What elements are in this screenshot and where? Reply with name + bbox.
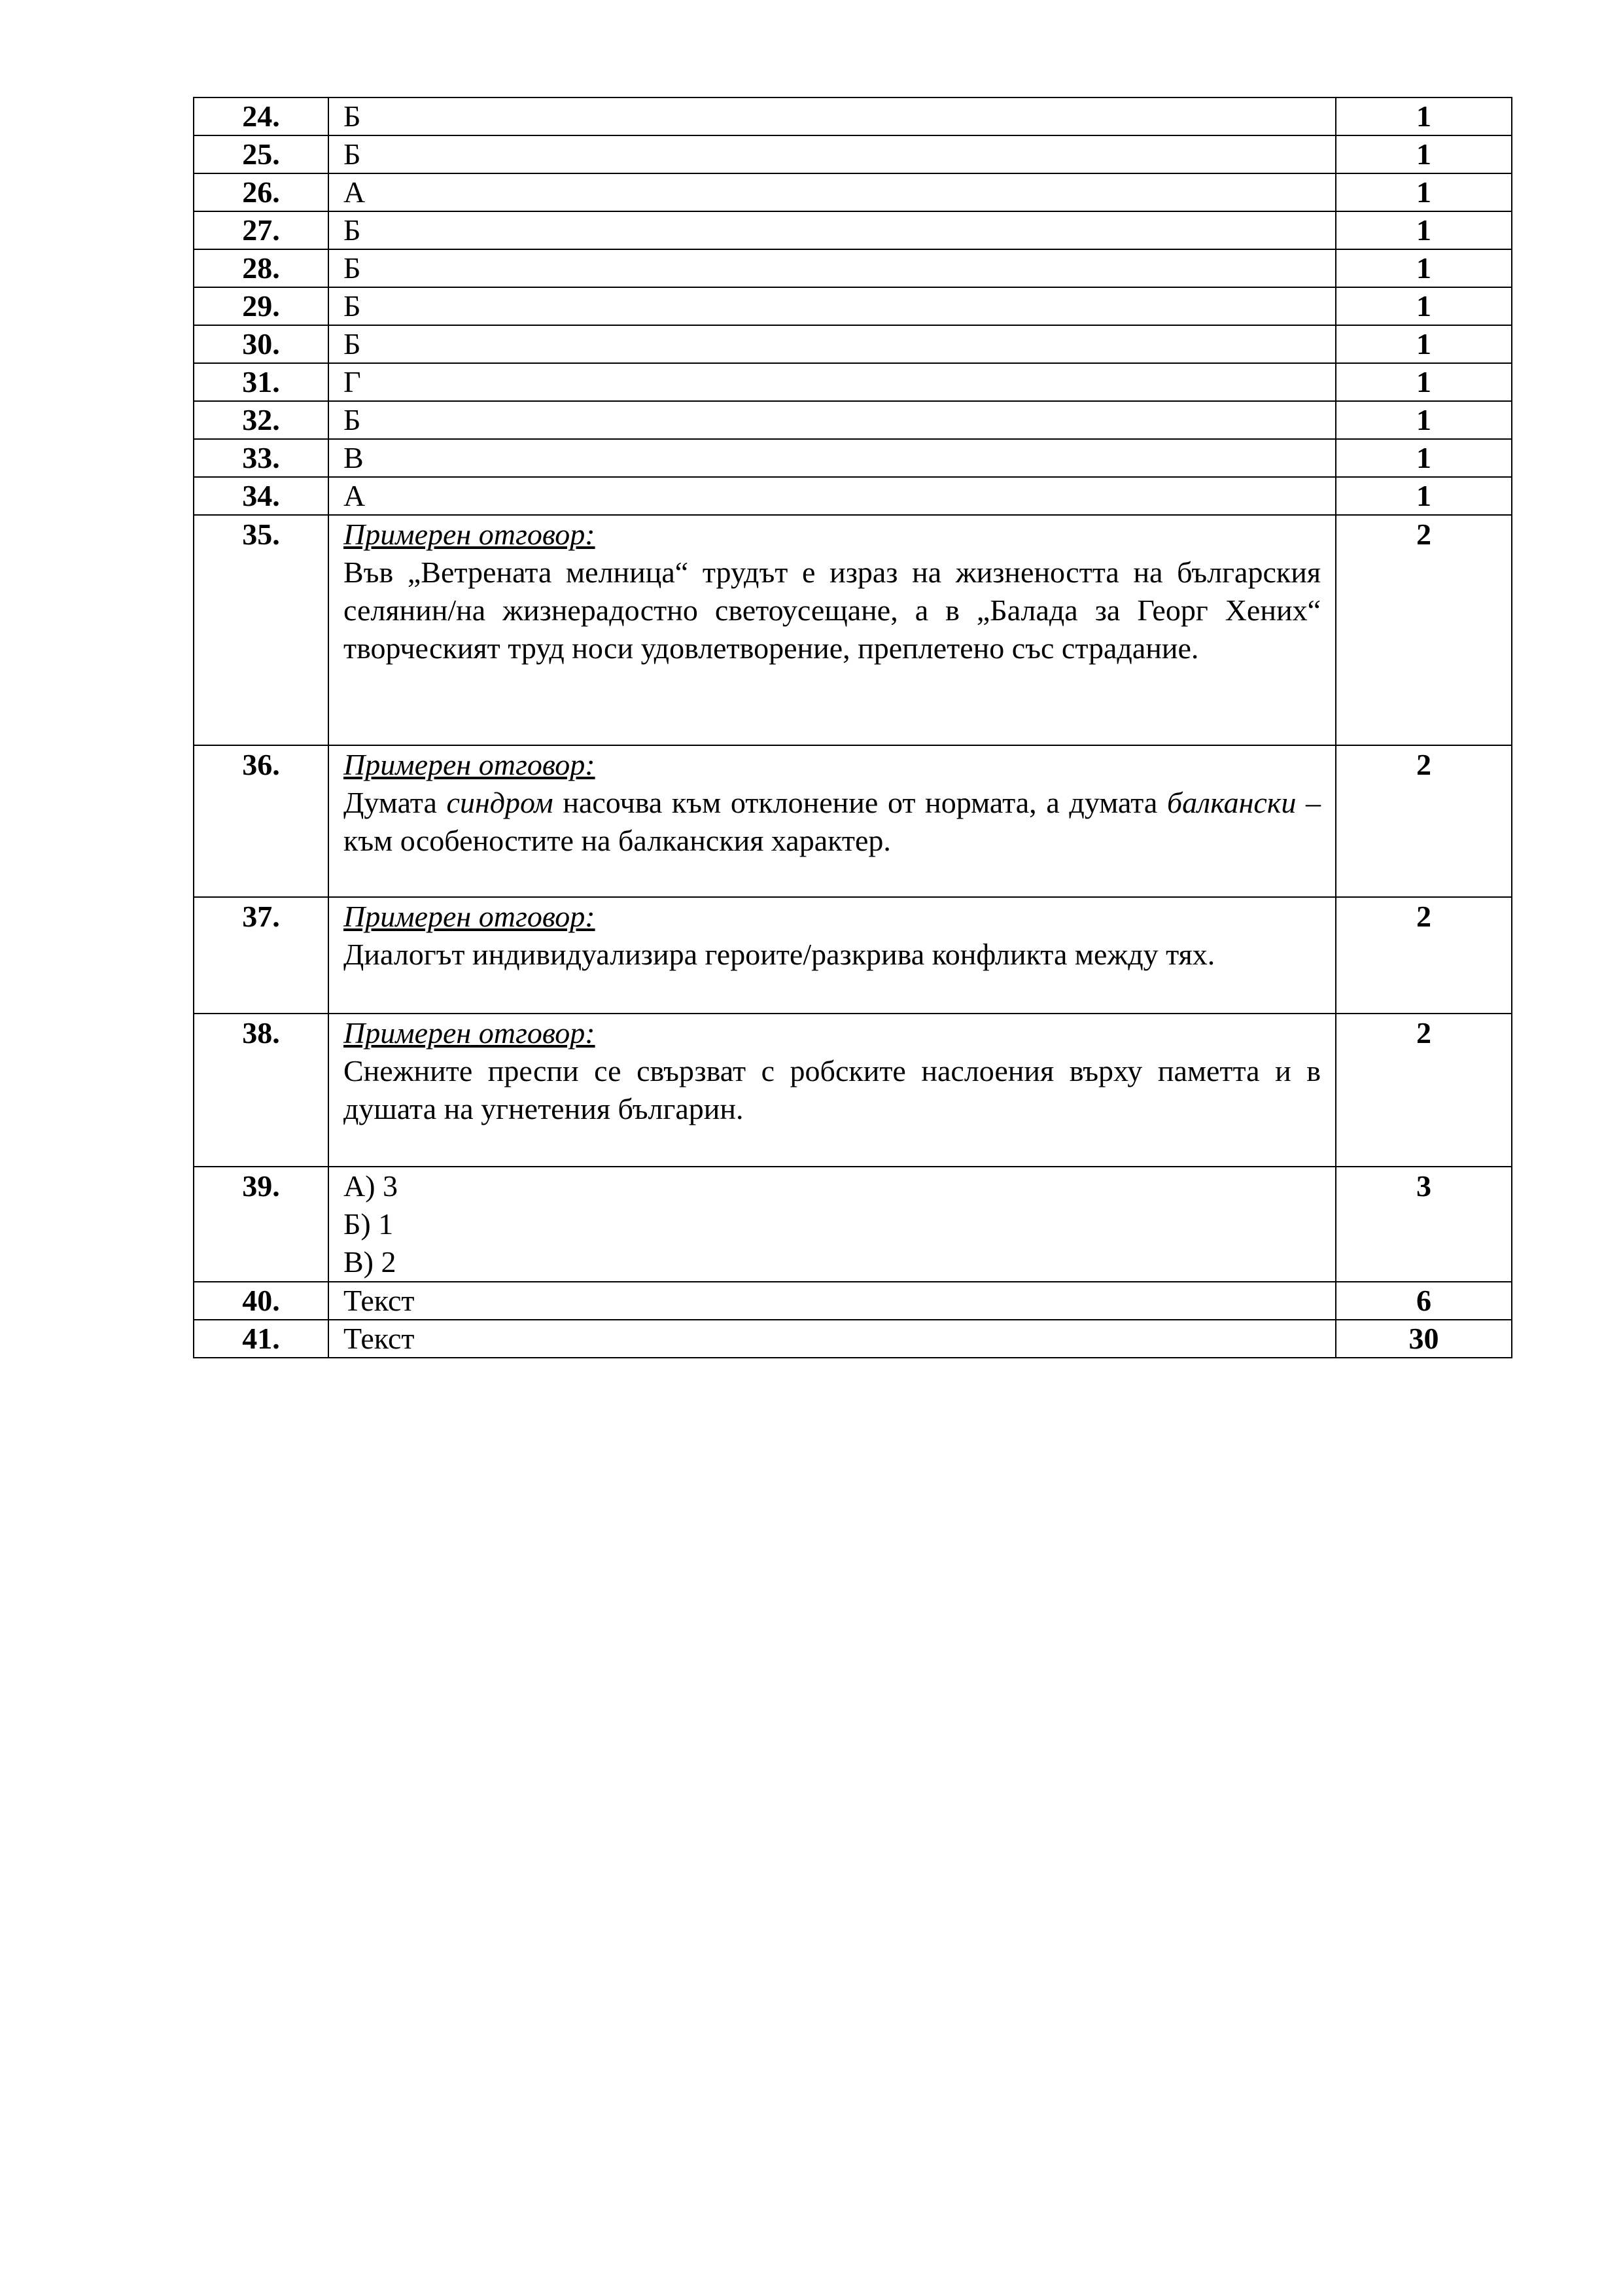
answer-cell: Б (328, 325, 1336, 363)
answer-cell: Б (328, 287, 1336, 325)
table-row (194, 97, 1512, 135)
answer-text-part: Думата (343, 786, 447, 819)
question-number: 41. (194, 1320, 328, 1358)
points-cell: 1 (1336, 249, 1512, 287)
answer-cell: Текст (328, 1320, 1336, 1358)
points-cell: 2 (1336, 515, 1512, 745)
table-row (194, 897, 1512, 1014)
answer-cell: Б (328, 401, 1336, 439)
answer-cell (328, 897, 1336, 1014)
points-cell: 1 (1336, 401, 1512, 439)
answer-cell: Б (328, 135, 1336, 173)
question-number: 40. (194, 1282, 328, 1320)
italic-term: балкански (1167, 786, 1297, 819)
table-row (194, 135, 1512, 173)
answer-cell: Б (328, 211, 1336, 249)
answer-text (343, 784, 1321, 860)
table-row (194, 287, 1512, 325)
answer-text: Диалогът индивидуализира героите/разкрива конфликта между тях. (343, 938, 1215, 971)
table-row (194, 1320, 1512, 1358)
table-row (194, 363, 1512, 401)
table-row (194, 325, 1512, 363)
answer-cell: В (328, 439, 1336, 477)
question-number: 32. (194, 401, 328, 439)
question-number: 35. (194, 515, 328, 745)
question-number: 26. (194, 173, 328, 211)
sample-answer-label: Примерен отговор: (343, 518, 595, 551)
points-cell: 3 (1336, 1167, 1512, 1282)
question-number: 28. (194, 249, 328, 287)
answer-cell (328, 515, 1336, 745)
points-cell: 2 (1336, 897, 1512, 1014)
answer-cell: Б (328, 249, 1336, 287)
answer-text: Във „Ветрената мелница“ трудът е израз на жизнеността на българския селянин/на жизнерадостно светоусещане, а в „Балада за Георг Хених“ творческият труд носи удовлетворение, преплетено със страдание. (343, 556, 1321, 665)
question-number: 36. (194, 745, 328, 897)
sample-answer-label: Примерен отговор: (343, 1016, 595, 1050)
sample-answer-label: Примерен отговор: (343, 748, 595, 781)
answer-text: Снежните преспи се свързват с робските наслоения върху паметта и в душата на угнетения българин. (343, 1054, 1321, 1125)
answer-cell: А (328, 477, 1336, 515)
question-number: 37. (194, 897, 328, 1014)
points-cell: 2 (1336, 1014, 1512, 1167)
question-number: 24. (194, 97, 328, 135)
answer-cell: Б (328, 97, 1336, 135)
answer-cell: Текст (328, 1282, 1336, 1320)
table-row (194, 211, 1512, 249)
answer-line: Б) 1 (343, 1207, 394, 1241)
points-cell: 1 (1336, 363, 1512, 401)
answer-cell (328, 745, 1336, 897)
question-number: 31. (194, 363, 328, 401)
points-cell: 1 (1336, 477, 1512, 515)
points-cell: 1 (1336, 211, 1512, 249)
points-cell: 6 (1336, 1282, 1512, 1320)
points-cell: 2 (1336, 745, 1512, 897)
question-number: 39. (194, 1167, 328, 1282)
table-row (194, 1014, 1512, 1167)
question-number: 34. (194, 477, 328, 515)
answer-line: А) 3 (343, 1169, 398, 1203)
points-cell: 1 (1336, 287, 1512, 325)
question-number: 25. (194, 135, 328, 173)
question-number: 29. (194, 287, 328, 325)
table-row (194, 439, 1512, 477)
table-row (194, 249, 1512, 287)
answer-cell: А (328, 173, 1336, 211)
answer-line: В) 2 (343, 1245, 396, 1279)
table-row (194, 1167, 1512, 1282)
points-cell: 1 (1336, 173, 1512, 211)
answer-text-part: насочва към отклонение от нормата, а думата (553, 786, 1168, 819)
points-cell: 30 (1336, 1320, 1512, 1358)
answer-cell (328, 1167, 1336, 1282)
italic-term: синдром (446, 786, 553, 819)
points-cell: 1 (1336, 135, 1512, 173)
question-number: 27. (194, 211, 328, 249)
answer-cell (328, 1014, 1336, 1167)
question-number: 33. (194, 439, 328, 477)
question-number: 30. (194, 325, 328, 363)
table-row (194, 477, 1512, 515)
table-row (194, 401, 1512, 439)
table-row (194, 1282, 1512, 1320)
question-number: 38. (194, 1014, 328, 1167)
sample-answer-label: Примерен отговор: (343, 900, 595, 933)
points-cell: 1 (1336, 439, 1512, 477)
points-cell: 1 (1336, 325, 1512, 363)
answer-cell: Г (328, 363, 1336, 401)
table-row (194, 515, 1512, 745)
table-row (194, 745, 1512, 897)
table-row (194, 173, 1512, 211)
answer-key-table (193, 97, 1512, 1358)
points-cell: 1 (1336, 97, 1512, 135)
answer-text-part: – към особеностите на балканския характер. (343, 786, 1321, 857)
